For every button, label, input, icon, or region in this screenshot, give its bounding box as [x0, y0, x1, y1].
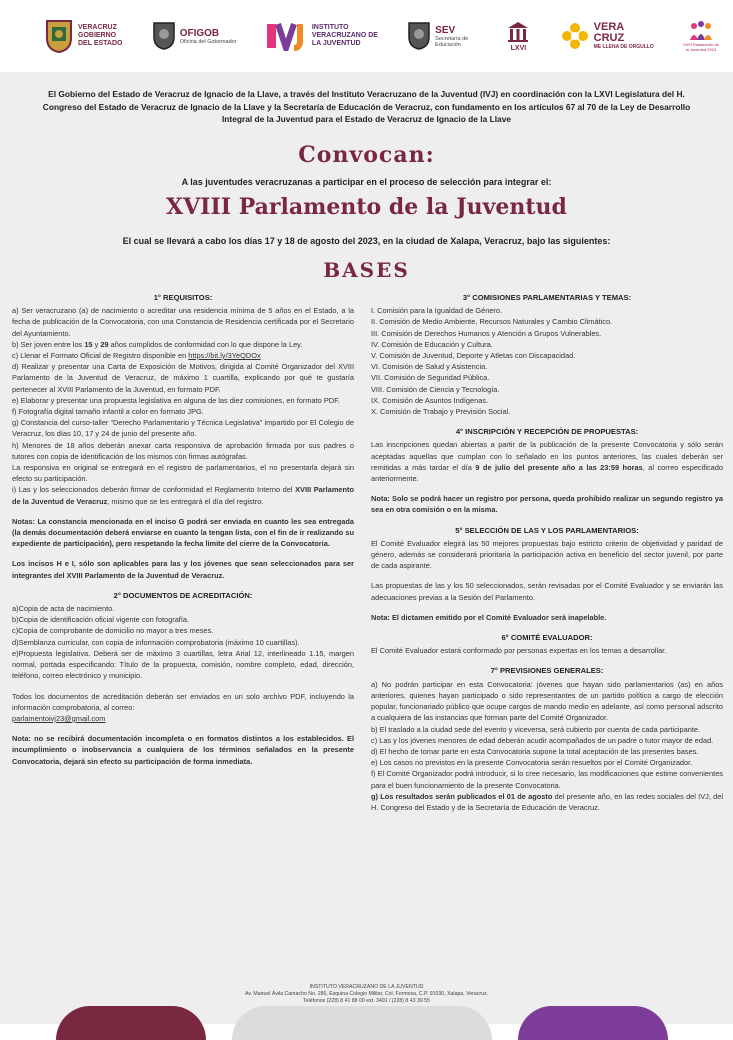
section-title-comisiones: 3° COMISIONES PARLAMENTARIAS Y TEMAS:	[462, 293, 632, 302]
text-span: del presente año, en las redes sociales del IVJ, del H. Congreso del Estado y de la Secretaría de Educación de Veracruz.	[371, 791, 723, 812]
ofigob-logo	[152, 21, 237, 51]
document-item: e)Propuesta legislativa. Deberá ser de máximo 3 cuartillas, letra Arial 12, interlineado 1.15, margen normal, portada especificando: Título de la propuesta, comisión, nombre completo, edad, dirección, teléfono, correo electrónico y municipio.	[12, 648, 354, 681]
logo-text-line: INSTITUTO	[311, 24, 349, 31]
age-min: 15	[84, 339, 93, 349]
columns-icon	[506, 20, 530, 44]
notes-paragraph: Los incisos H e I, sólo son aplicables para las y los jóvenes que sean seleccionados para ser integrantes del XVIII Parlamento de la Juventud de Veracruz.	[12, 559, 354, 580]
section-title-seleccion: 5° SELECCIÓN DE LAS Y LOS PARLAMENTARIOS:	[455, 525, 639, 535]
deadline-text: 9 de julio del presente año a las 23:59 horas	[475, 462, 643, 472]
notes-paragraph: Nota: El dictamen emitido por el Comité Evaluador será inapelable.	[371, 612, 607, 622]
text-span: , mismo que se les entregará el día del registro.	[107, 496, 264, 506]
flower-icon	[560, 21, 590, 51]
right-column	[371, 292, 723, 813]
footer	[0, 984, 733, 1004]
requisito-f: f) Fotografía digital tamaño infantil a color en formato JPG.	[12, 407, 204, 417]
text-span: años cumplidos de conformidad con lo que dispone la Ley.	[108, 339, 303, 349]
veracruz-orgullo-logo	[560, 21, 654, 51]
registration-link[interactable]: https://bit.ly/3YeQDOx	[188, 351, 261, 361]
text-span: b) Ser joven entre los	[12, 339, 85, 349]
logo-subtext: XVIII Parlamento de la Juventud 2023	[683, 42, 719, 52]
provision-item	[371, 791, 723, 813]
requisito-b	[12, 339, 354, 350]
subintro-text: A las juventudes veracruzanas a participar en el proceso de selección para integrar el:	[181, 177, 552, 187]
event-title: XVIII Parlamento de la Juventud	[166, 194, 567, 220]
logo-text-line: VERACRUZANO DE	[311, 32, 378, 39]
logo-text-line: SEV	[435, 24, 456, 36]
contact-email[interactable]: parlamentoivj23@gmail.com	[12, 713, 106, 723]
provision-item: b) El traslado a la ciudad sede del evento y viceversa, será cubierto por cuenta de cada participante.	[371, 724, 701, 734]
requisito-e: e) Elaborar y presentar una propuesta legislativa en alguna de las diez comisiones, en formato PDF.	[12, 395, 340, 405]
shield-icon	[407, 21, 431, 51]
convocan-heading: Convocan:	[298, 142, 435, 168]
logo-text-line: VERA	[593, 21, 625, 33]
logo-subtext: Oficina del Gobernador	[179, 38, 237, 45]
commission-item: X. Comisión de Trabajo y Previsión Social.	[371, 407, 511, 417]
submission-text: Todos los documentos de acreditación deberán ser enviados en un solo archivo PDF, incluyendo la información comprobatoria, al correo:	[12, 691, 354, 712]
ivj-logo	[266, 21, 378, 51]
logo-header	[0, 0, 733, 72]
requisito-g: g) Constancia del curso-taller “Derecho Parlamentario y Técnica Legislativa” impartido por El Colegio de Veracruz, los días 10, 17 y 24 de junio del presente año.	[12, 418, 354, 439]
ivj-mark-icon	[266, 21, 308, 51]
inscription-text	[371, 439, 723, 484]
selection-text: El Comité Evaluador elegirá las 50 mejores propuestas bajo estricto criterio de objetividad y paridad de género, además se considerará prioritaria la participación activa en beneficio del sector juvenil, por parte de cada aspirante.	[371, 538, 723, 571]
text-span: c) Llenar el Formato Oficial de Registro disponible en	[12, 351, 189, 361]
decorative-shape	[518, 1006, 668, 1040]
commission-item: V. Comisión de Juventud, Deporte y Atletas con Discapacidad.	[371, 351, 576, 361]
provision-item: d) El hecho de tomar parte en esta Convocatoria supone la total aceptación de las presentes bases.	[371, 746, 699, 756]
requisito-d: d) Realizar y presentar una Carta de Exposición de Motivos, dirigida al Comité Organizador del XVIII Parlamento de la Juventud de Veracruz, de máximo 1 cuartilla, explicando por qué te gustaría pertenecer al XVIII Parlamento de la Juventud, en formato PDF.	[12, 362, 354, 394]
notes-paragraph: Nota: Solo se podrá hacer un registro por persona, queda prohibido realizar un segundo registro ya sea en otra comisión o en la misma.	[371, 494, 723, 515]
section-title-previsiones: 7° PREVISIONES GENERALES:	[490, 666, 604, 676]
left-column	[12, 292, 354, 767]
provision-item: e) Los casos no previstos en la presente Convocatoria serán resueltos por el Comité Organizador.	[371, 758, 693, 768]
committee-text: El Comité Evaluador estará conformado por personas expertas en los temas a desarrollar.	[371, 646, 667, 656]
footer-phones: Teléfonos (228) 8 41 88 00 ext. 3401 / (228) 8 43 39 55	[303, 997, 430, 1004]
decorative-shape	[56, 1006, 206, 1040]
veracruz-gobierno-logo	[44, 18, 122, 54]
bases-heading: BASES	[323, 258, 410, 282]
section-title-comite: 6° COMITÉ EVALUADOR:	[501, 633, 593, 643]
logo-subtext: Secretaría de Educación	[435, 35, 469, 48]
section-title-requisitos: 1° REQUISITOS:	[153, 293, 213, 302]
requisito-c	[12, 350, 354, 361]
text-span: y	[92, 339, 101, 349]
sev-logo	[407, 21, 477, 51]
document-item: b)Copia de identificación oficial vigente con fotografía.	[12, 615, 190, 625]
logo-text-line: LXVI	[510, 44, 527, 52]
logo-subtext: ME LLENA DE ORGULLO	[593, 44, 654, 50]
commission-item: III. Comisión de Derechos Humanos y Atención a Grupos Vulnerables.	[371, 328, 602, 338]
commission-item: VI. Comisión de Salud y Asistencia.	[371, 362, 488, 372]
commission-item: VII. Comisión de Seguridad Pública.	[371, 373, 490, 383]
requisito-h-note: La responsiva en original se entregará en el registro de parlamentarios, el no presentarla dejará sin efecto su participación.	[12, 463, 354, 484]
section-title-documentos: 2° DOCUMENTOS DE ACREDITACIÓN:	[113, 590, 253, 600]
figures-icon	[686, 20, 716, 42]
text-bold: XVIII Parlamento de la Juventud de Veracruz	[12, 485, 354, 506]
text-span: , al correo especificado anteriormente.	[371, 462, 723, 484]
logo-text-line: LA JUVENTUD	[311, 40, 361, 47]
provision-item: f) El Comité Organizador podrá introducir, si lo cree necesario, las modificaciones que estime convenientes para el buen funcionamiento de la presente Convocatoria.	[371, 769, 723, 790]
selection-text: Las propuestas de las y los 50 seleccionados, serán revisadas por el Comité Evaluador y se enviarán las adecuaciones previas a la Sesión del Parlamento.	[371, 581, 723, 602]
section-title-inscripcion: 4° INSCRIPCIÓN Y RECEPCIÓN DE PROPUESTAS:	[455, 427, 639, 437]
footer-address: Av. Manuel Ávila Camacho No. 286, Esquina Colegio Militar, Col. Formosa, C.P. 91030, Xalapa, Veracruz.	[244, 990, 489, 997]
logo-text-line: CRUZ	[593, 32, 625, 44]
logo-text-line: GOBIERNO	[78, 32, 117, 39]
event-date-text: El cual se llevará a cabo los días 17 y 18 de agosto del 2023, en la ciudad de Xalapa, Veracruz, bajo las siguientes:	[122, 236, 611, 246]
footer-org: INSTITUTO VERACRUZANO DE LA JUVENTUD	[309, 984, 424, 990]
requisito-i	[12, 484, 354, 506]
intro-paragraph: El Gobierno del Estado de Veracruz de Ignacio de la Llave, a través del Instituto Veracruzano de la Juventud (IVJ) en coordinación con la LXVI Legislatura del H. Congreso del Estado de Veracruz de Ignacio de la Llave y la Secretaría de Educación de Veracruz, con fundamento en los artículos 67 al 70 de la Ley de Desarrollo Integral de la Juventud para el Estado de Veracruz de Ignacio de la Llave	[42, 89, 691, 125]
commission-item: VIII. Comisión de Ciencia y Tecnología.	[371, 384, 500, 394]
text-span: Las inscripciones quedan abiertas a partir de la publicación de la presente Convocatoria y sólo serán aceptadas aquellas que cumplan con lo señalado en los puntos anteriores, las cuales deberán ser remitidas a más tardar el día	[371, 440, 723, 472]
requisito-h: h) Menores de 18 años deberán anexar carta responsiva de aprobación firmada por sus padres o tutores con copia de identificación de los mismos con firmas autógrafas.	[12, 440, 354, 461]
lxvi-legislatura-logo	[506, 20, 530, 53]
provision-item: a) No podrán participar en esta Convocatoria: jóvenes que hayan sido parlamentarios (as) en años anteriores, quienes hayan participado o sido representantes de un partido político a cargo de elección popular, funcionariado público que ocupe cargos de mando medio en adelante, así como personal adscrito a cualquiera de las instancias que forman parte del Comité Organizador.	[371, 679, 723, 723]
age-max: 29	[100, 339, 109, 349]
text-bold: g) Los resultados serán publicados el 01 de agosto	[371, 791, 553, 801]
logo-text-line: OFIGOB	[179, 27, 220, 39]
decorative-shape	[232, 1006, 492, 1040]
coat-of-arms-icon	[44, 18, 74, 54]
document-item: a)Copia de acta de nacimiento.	[12, 604, 115, 614]
commission-item: II. Comisión de Medio Ambiente, Recursos Naturales y Cambio Climático.	[371, 317, 613, 327]
document-item: d)Semblanza curricular, con copia de información comprobatoria (máximo 10 cuartillas).	[12, 637, 300, 647]
logo-text-line: VERACRUZ	[78, 24, 117, 31]
commission-item: IV. Comisión de Educación y Cultura.	[371, 339, 493, 349]
provision-item: c) Las y los jóvenes menores de edad deberán acudir acompañados de un padre o tutor mayor de edad.	[371, 735, 714, 745]
notes-paragraph: Notas: La constancia mencionada en el inciso G podrá ser enviada en cuanto les sea entregada (la demás documentación deberá enviarse en cuanto la tengan lista, con el fin de ir realizando su expediente de participación), pero respetando la fecha límite del cierre de la Convocatoria.	[12, 516, 354, 549]
notes-paragraph: Nota: no se recibirá documentación incompleta o en formatos distintos a los establecidos. El incumplimiento o inobservancia a cualquiera de los términos señalados en la presente Convocatoria, dejará sin efecto su participación de forma inmediata.	[12, 734, 354, 766]
document-item: c)Copia de comprobante de domicilio no mayor a tres meses.	[12, 626, 214, 636]
commission-item: I. Comisión para la Igualdad de Género.	[371, 306, 503, 316]
logo-text-line: DEL ESTADO	[78, 40, 123, 47]
shield-icon	[152, 21, 176, 51]
commission-item: IX. Comisión de Asuntos Indígenas.	[371, 395, 489, 405]
parlamento-juventud-logo	[683, 20, 719, 52]
requisito-a: a) Ser veracruzano (a) de nacimiento o acreditar una residencia mínima de 5 años en el Estado, a la fecha de publicación de la Convocatoria, con una Constancia de Residencia certificada por el Secretario del Ayuntamiento.	[12, 306, 354, 338]
text-span: i) Las y los seleccionados deberán firmar de conformidad el Reglamento Interno del	[12, 485, 296, 495]
